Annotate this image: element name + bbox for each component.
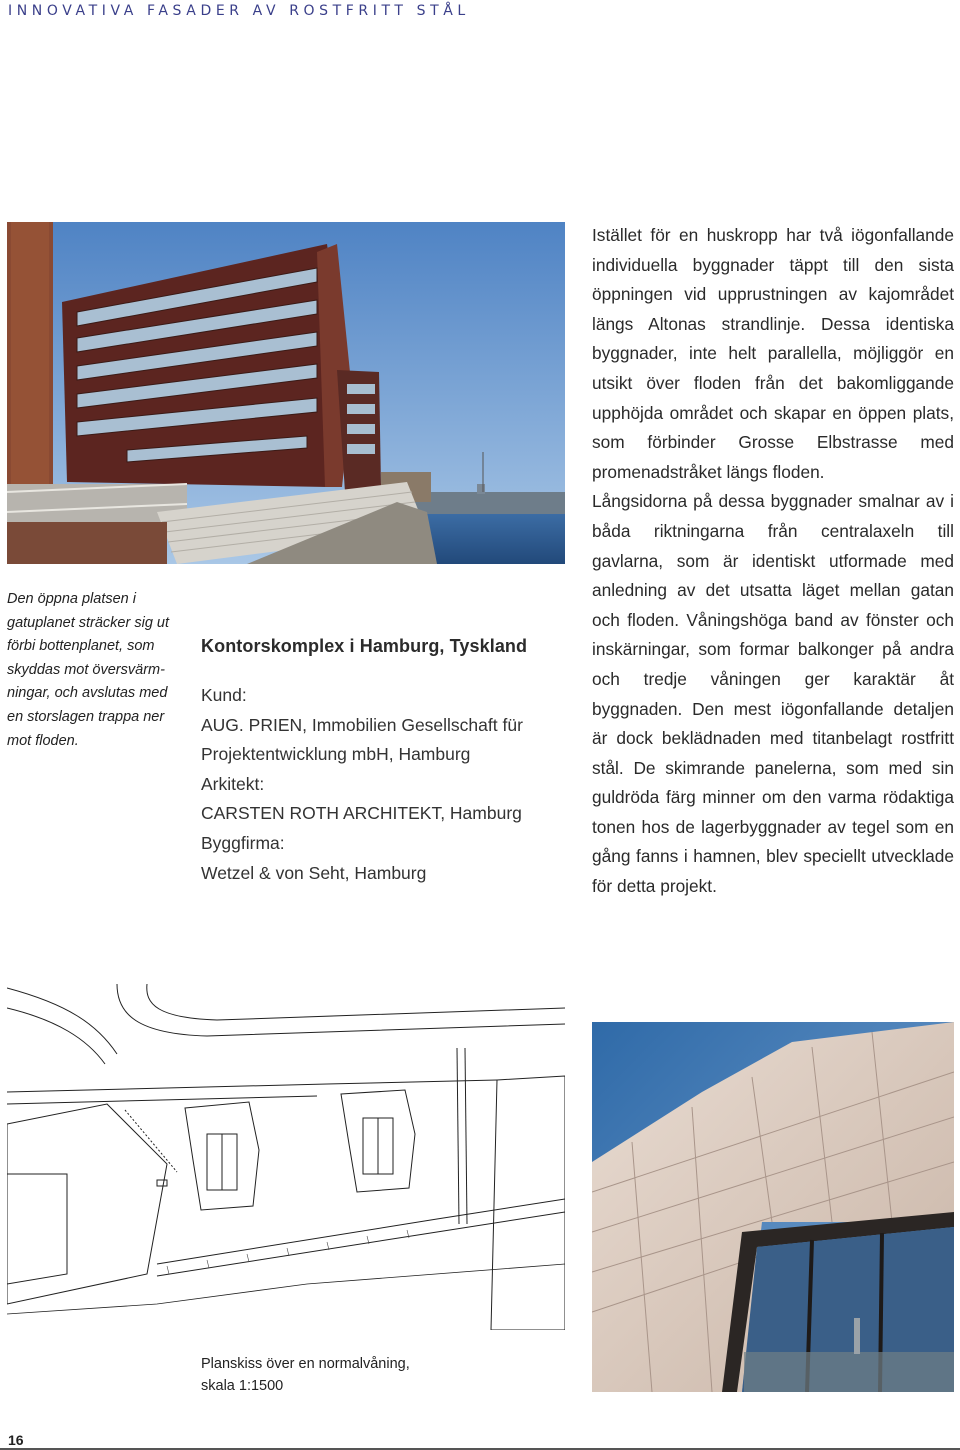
caption-line: gatuplanet sträcker sig ut <box>7 614 170 631</box>
plan-caption <box>201 1353 410 1397</box>
plan-caption-line: skala 1:1500 <box>201 1378 284 1394</box>
section-header: INNOVATIVA FASADER AV ROSTFRITT STÅL <box>8 3 470 19</box>
architect-label: Arkitekt: <box>201 773 265 794</box>
caption-line: mot floden. <box>7 732 79 749</box>
body-paragraph: Istället för en huskropp har två iögonfallande individuella byggnader täppt till den sista öppningen vid upprustningen av kajområdet längs Altonas strandlinje. Dessa identiska byggnader, inte helt parallella, möjliggör en utsikt över floden från det bakomliggande upphöjda området och skapar en öppen plats, som förbinder Grosse Elbstrasse med promenadstråket längs floden. <box>592 225 954 482</box>
project-details <box>201 636 581 888</box>
facade-detail-photo <box>592 1022 954 1392</box>
plan-caption-line: Planskiss över en normalvåning, <box>201 1356 410 1372</box>
project-title: Kontorskomplex i Hamburg, Tyskland <box>201 636 528 656</box>
caption-line: Den öppna platsen i <box>7 591 136 607</box>
body-text <box>592 221 954 902</box>
architect-name: CARSTEN ROTH ARCHITEKT, Hamburg <box>201 803 522 824</box>
client-name: AUG. PRIEN, Immobilien Gesellschaft für <box>201 714 523 735</box>
caption-line: skyddas mot översvärm- <box>7 661 165 678</box>
builder-name: Wetzel & von Seht, Hamburg <box>201 862 427 883</box>
page-number: 16 <box>8 1432 24 1448</box>
building-photo <box>7 222 565 564</box>
builder-label: Byggfirma: <box>201 832 285 853</box>
caption-line: en storslagen trappa ner <box>7 708 165 725</box>
photo-caption <box>7 588 179 753</box>
site-plan-drawing <box>7 984 565 1330</box>
client-name-cont: Projektentwicklung mbH, Hamburg <box>201 744 471 765</box>
caption-line: förbi bottenplanet, som <box>7 638 155 655</box>
caption-line: ningar, och avslutas med <box>7 685 168 702</box>
body-paragraph: Långsidorna på dessa byggnader smalnar av i båda riktningarna från centralaxeln till gavlarna, som är identiskt utformade med anledning av det utsatta läget mellan gatan och floden. Våningshöga band av fönster och inskärningar, som formar balkonger på andra och tredje våningen ger karaktär åt byggnaden. Den mest iögonfallande detaljen är dock beklädnaden med titanbelagt rostfritt stål. De skimrande panelerna, som med sin guldröda färg minner om den varma rödaktiga tonen hos de lagerbyggnader av tegel som en gång fanns i hamnen, blev speciellt utvecklade för detta projekt. <box>592 491 954 897</box>
client-label: Kund: <box>201 685 247 705</box>
